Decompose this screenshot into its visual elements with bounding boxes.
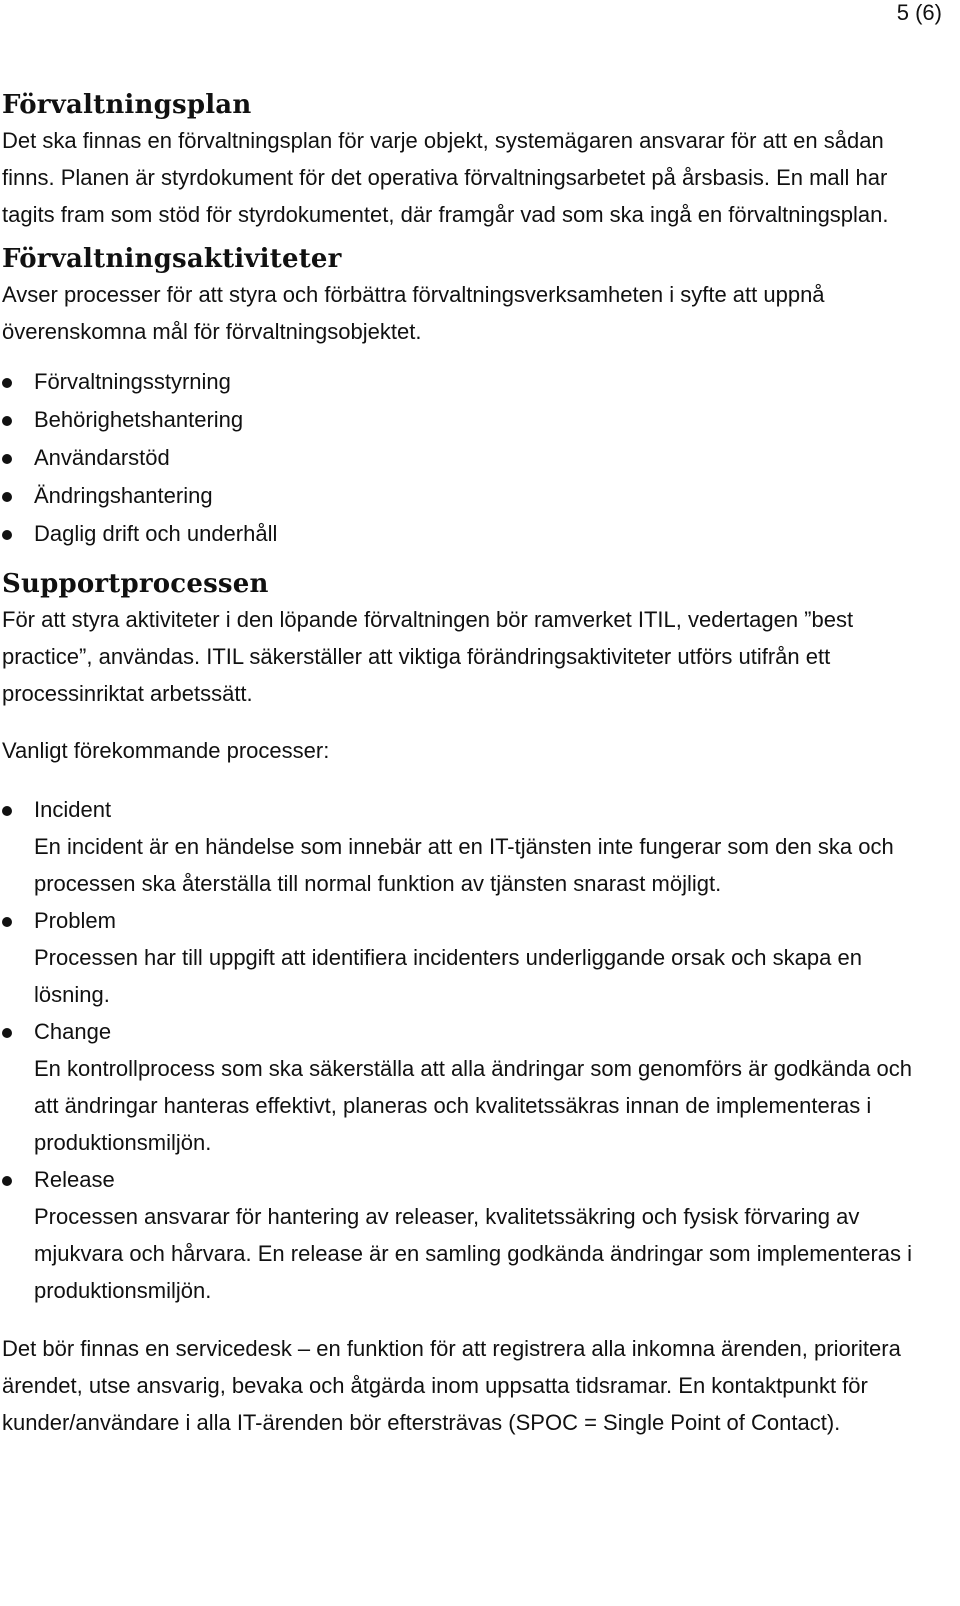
list-item-label: Daglig drift och underhåll bbox=[34, 521, 278, 546]
bullet-icon bbox=[2, 1028, 12, 1038]
process-list bbox=[2, 791, 937, 1309]
section-title-forvaltningsaktiviteter: Förvaltningsaktiviteter bbox=[2, 244, 342, 274]
list-item-label: Behörighetshantering bbox=[34, 407, 244, 432]
bullet-icon bbox=[2, 1176, 12, 1186]
page-number: 5 (6) bbox=[896, 0, 942, 25]
process-description: En kontrollprocess som ska säkerställa att alla ändringar som genomförs är godkända och att ändringar hanteras effektivt, planeras och kvalitetssäkras innan de implementeras i produktionsmiljön. bbox=[34, 1056, 913, 1155]
bullet-icon bbox=[2, 917, 12, 927]
process-intro: Vanligt förekommande processer: bbox=[2, 738, 330, 763]
bullet-icon bbox=[2, 454, 12, 464]
section-title-supportprocessen: Supportprocessen bbox=[2, 569, 269, 599]
process-name: Incident bbox=[34, 797, 112, 822]
section-paragraph-forvaltningsplan: Det ska finnas en förvaltningsplan för varje objekt, systemägaren ansvarar för att en sådan finns. Planen är styrdokument för det operativa förvaltningsarbetet på årsbasis. En mall har tagits fram som stöd för styrdokumentet, där framgår vad som ska ingå en förvaltningsplan. bbox=[2, 128, 889, 227]
list-item-label: Förvaltningsstyrning bbox=[34, 369, 231, 394]
document-body bbox=[2, 88, 937, 1441]
list-item bbox=[2, 401, 937, 439]
list-item bbox=[2, 363, 937, 401]
process-description: Processen har till uppgift att identifiera incidenters underliggande orsak och skapa en lösning. bbox=[34, 945, 862, 1007]
list-item bbox=[2, 515, 937, 553]
section-paragraph-forvaltningsaktiviteter: Avser processer för att styra och förbättra förvaltningsverksamheten i syfte att uppnå överenskomna mål för förvaltningsobjektet. bbox=[2, 282, 825, 344]
activity-list bbox=[2, 363, 937, 553]
process-description: En incident är en händelse som innebär att en IT-tjänsten inte fungerar som den ska och processen ska återställa till normal funktion av tjänsten snarast möjligt. bbox=[34, 834, 894, 896]
list-item bbox=[2, 477, 937, 515]
bullet-icon bbox=[2, 416, 12, 426]
bullet-icon bbox=[2, 378, 12, 388]
list-item-label: Ändringshantering bbox=[34, 483, 213, 508]
process-name: Release bbox=[34, 1167, 115, 1192]
list-item bbox=[2, 791, 937, 902]
section-title-forvaltningsplan: Förvaltningsplan bbox=[2, 90, 252, 120]
list-item bbox=[2, 1161, 937, 1309]
list-item bbox=[2, 1013, 937, 1161]
process-name: Problem bbox=[34, 908, 116, 933]
process-description: Processen ansvarar för hantering av releaser, kvalitetssäkring och fysisk förvaring av mjukvara och hårvara. En release är en samling godkända ändringar som implementeras i produktionsmiljön. bbox=[34, 1204, 913, 1303]
list-item-label: Användarstöd bbox=[34, 445, 170, 470]
servicedesk-paragraph: Det bör finnas en servicedesk – en funktion för att registrera alla inkomna ärenden, prioritera ärendet, utse ansvarig, bevaka och åtgärda inom uppsatta tidsramar. En kontaktpunkt för kunder/användare i alla IT-ärenden bör eftersträvas (SPOC = Single Point of Contact). bbox=[2, 1336, 901, 1435]
section-paragraph-supportprocessen: För att styra aktiviteter i den löpande förvaltningen bör ramverket ITIL, vedertagen ”best practice”, användas. ITIL säkerställer att viktiga förändringsaktiviteter utförs utifrån ett processinriktat arbetssätt. bbox=[2, 607, 854, 706]
bullet-icon bbox=[2, 492, 12, 502]
bullet-icon bbox=[2, 530, 12, 540]
list-item bbox=[2, 902, 937, 1013]
list-item bbox=[2, 439, 937, 477]
bullet-icon bbox=[2, 806, 12, 816]
process-name: Change bbox=[34, 1019, 112, 1044]
